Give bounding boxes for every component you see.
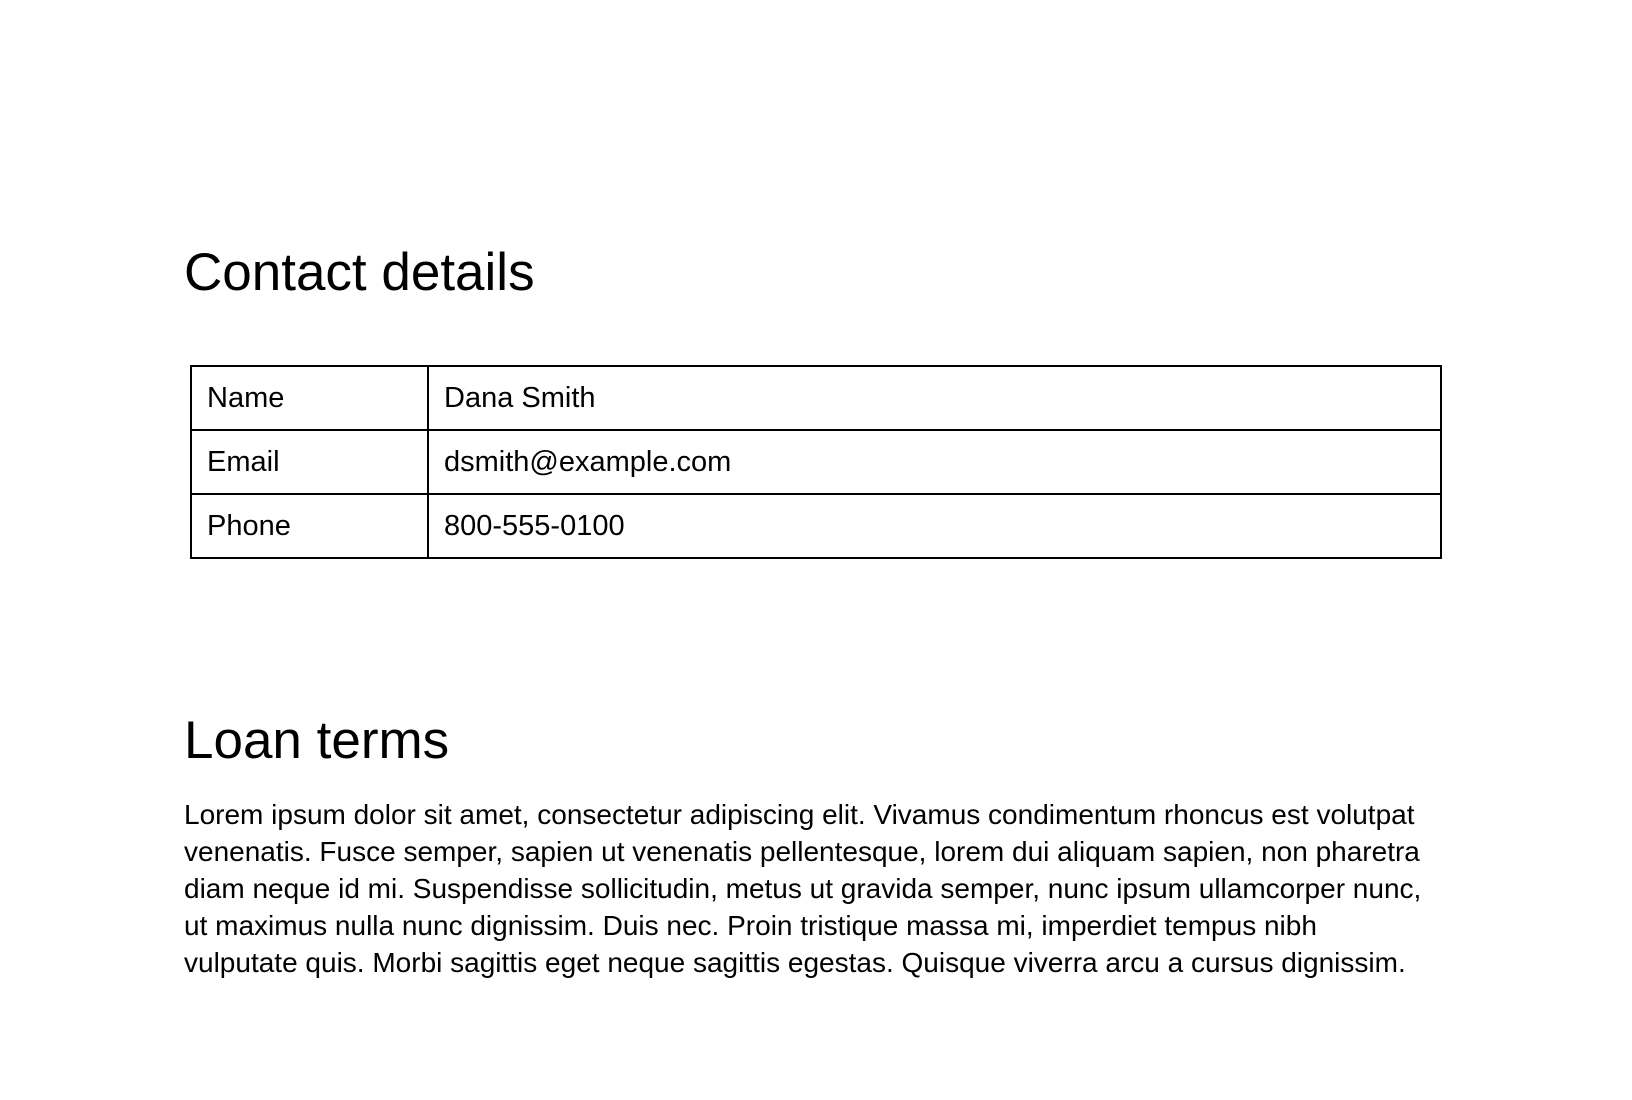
row-value-cell: dsmith@example.com xyxy=(428,430,1441,494)
row-value-cell: 800-555-0100 xyxy=(428,494,1441,558)
row-label-cell: Name xyxy=(191,366,428,430)
row-label-cell: Email xyxy=(191,430,428,494)
row-value-cell: Dana Smith xyxy=(428,366,1441,430)
contact-details-table xyxy=(190,365,1442,559)
table-row-name xyxy=(191,366,1441,430)
contact-details-heading: Contact details xyxy=(184,243,535,302)
table-row-phone xyxy=(191,494,1441,558)
row-label-cell: Phone xyxy=(191,494,428,558)
loan-terms-paragraph: Lorem ipsum dolor sit amet, consectetur adipiscing elit. Vivamus condimentum rhoncus est volutpat venenatis. Fusce semper, sapien ut venenatis pellentesque, lorem dui aliquam sapien, non pharetra diam neque id mi. Suspendisse sollicitudin, metus ut gravida semper, nunc ipsum ullamcorper nunc, ut maximus nulla nunc dignissim. Duis nec. Proin tristique massa mi, imperdiet tempus nibh vulputate quis. Morbi sagittis eget neque sagittis egestas. Quisque viverra arcu a cursus dignissim. xyxy=(184,799,1422,978)
loan-terms-heading: Loan terms xyxy=(184,711,450,770)
table-row-email xyxy=(191,430,1441,494)
